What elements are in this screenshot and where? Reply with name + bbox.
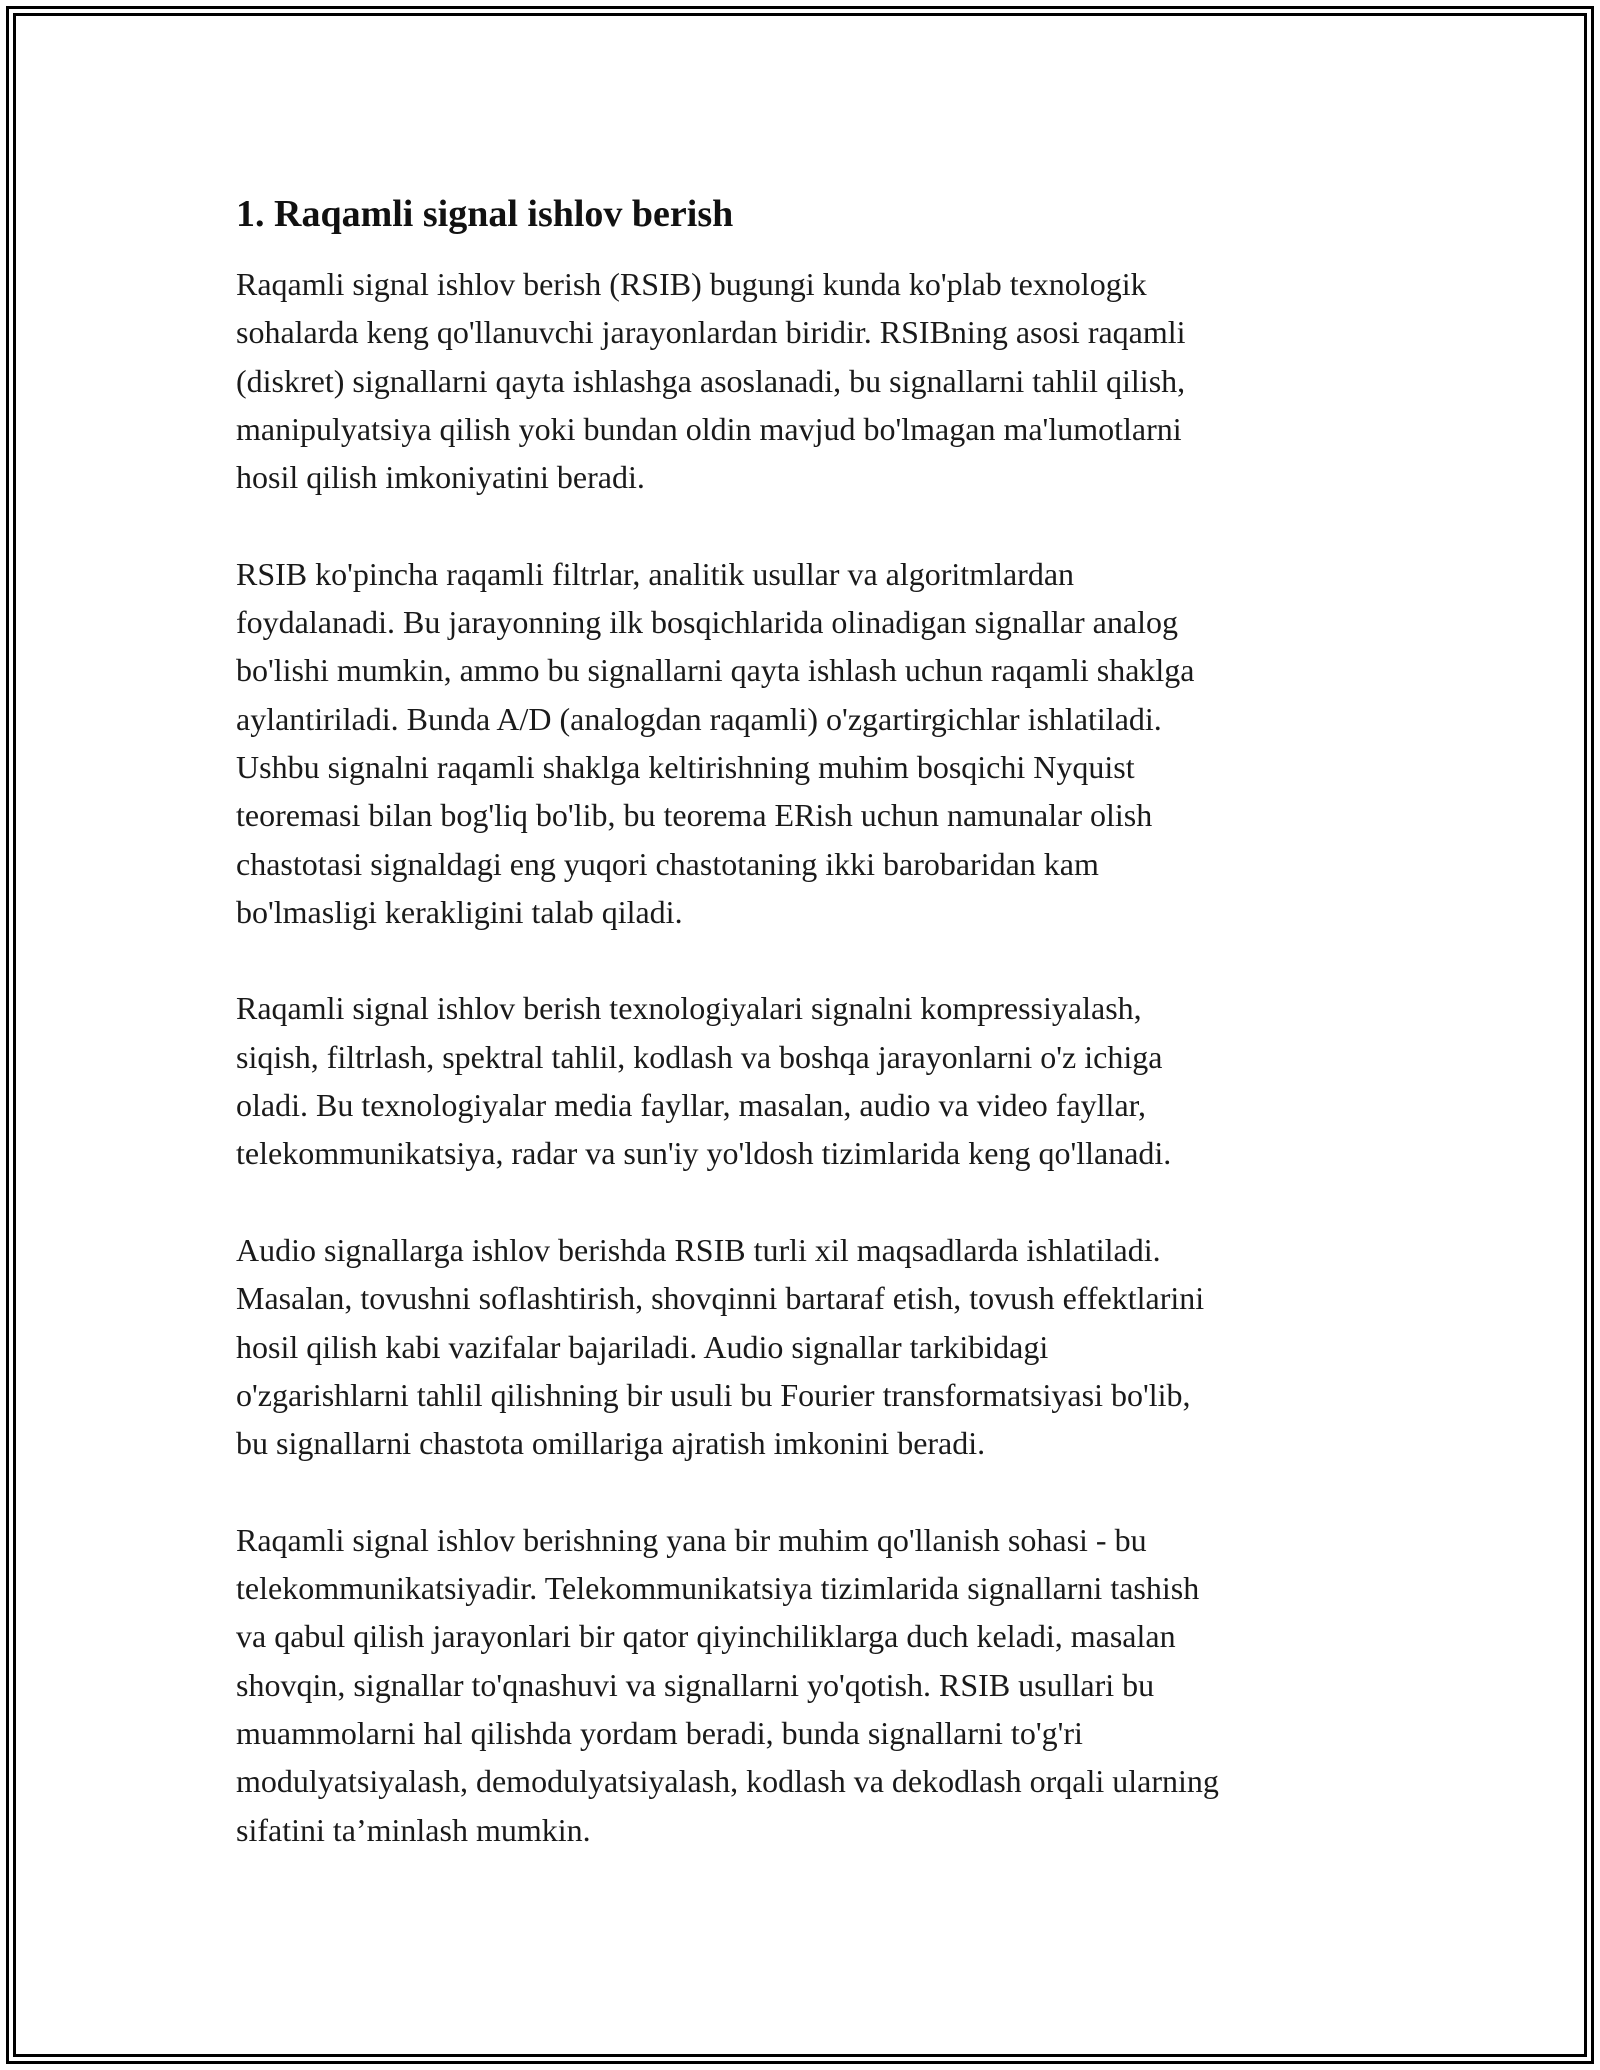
paragraph-1: Raqamli signal ishlov berish (RSIB) bugungi kunda ko'plab texnologik sohalarda keng qo'llanuvchi jarayonlardan biridir. RSIBning asosi raqamli (diskret) signallarni qayta ishlashga asoslanadi, bu signallarni tahlil qilish, manipulyatsiya qilish yoki bundan oldin mavjud bo'lmagan ma'lumotlarni hosil qilish imkoniyatini beradi. <box>236 266 1186 496</box>
paragraph-3: Raqamli signal ishlov berish texnologiyalari signalni kompressiyalash, siqish, filtrlash, spektral tahlil, kodlash va boshqa jarayonlarni o'z ichiga oladi. Bu texnologiyalar media fayllar, masalan, audio va video fayllar, telekommunikatsiya, radar va sun'iy yo'ldosh tizimlarida keng qo'llanadi. <box>236 990 1172 1172</box>
section-heading: 1. Raqamli signal ishlov berish <box>236 193 734 235</box>
paragraph-5: Raqamli signal ishlov berishning yana bir muhim qo'llanish sohasi - bu telekommunikatsiyadir. Telekommunikatsiya tizimlarida signallarni tashish va qabul qilish jarayonlari bir qator qiyinchiliklarga duch keladi, masalan shovqin, signallar to'qnashuvi va signallarni yo'qotish. RSIB usullari bu muammolarni hal qilishda yordam beradi, bunda signallarni to'g'ri modulyatsiyalash, demodulyatsiyalash, kodlash va dekodlash orqali ularning sifatini ta’minlash mumkin. <box>236 1521 1219 1848</box>
document-body <box>236 186 1376 1902</box>
paragraph-2: RSIB ko'pincha raqamli filtrlar, analitik usullar va algoritmlardan foydalanadi. Bu jarayonning ilk bosqichlarida olinadigan signallar analog bo'lishi mumkin, ammo bu signallarni qayta ishlash uchun raqamli shaklga aylantiriladi. Bunda A/D (analogdan raqamli) o'zgartirgichlar ishlatiladi. Ushbu signalni raqamli shaklga keltirishning muhim bosqichi Nyquist teoremasi bilan bog'liq bo'lib, bu teorema ERish uchun namunalar olish chastotasi signaldagi eng yuqori chastotaning ikki barobaridan kam bo'lmasligi kerakligini talab qiladi. <box>236 555 1195 930</box>
paragraph-4: Audio signallarga ishlov berishda RSIB turli xil maqsadlarda ishlatiladi. Masalan, tovushni soflashtirish, shovqinni bartaraf etish, tovush effektlarini hosil qilish kabi vazifalar bajariladi. Audio signallar tarkibidagi o'zgarishlarni tahlil qilishning bir usuli bu Fourier transformatsiyasi bo'lib, bu signallarni chastota omillariga ajratish imkonini beradi. <box>236 1231 1205 1462</box>
